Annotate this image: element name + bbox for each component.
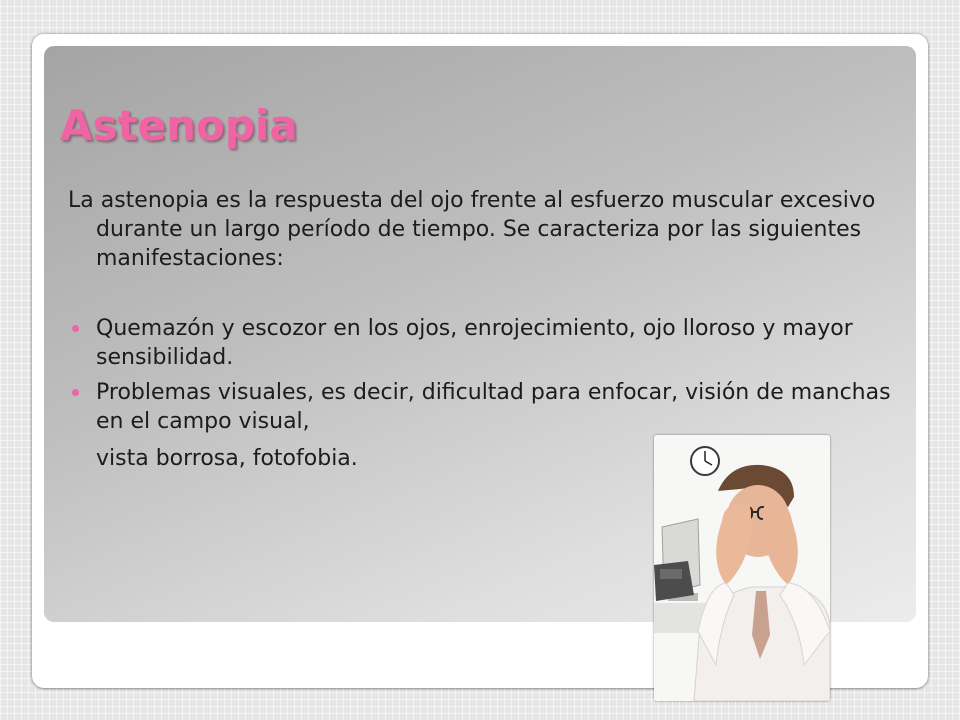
bullet-continuation: vista borrosa, fotofobia.	[96, 446, 358, 471]
tired-man-photo	[654, 435, 830, 701]
bullet-item	[68, 314, 898, 372]
bullet-text: Quemazón y escozor en los ojos, enrojecimiento, ojo lloroso y mayor sensibilidad.	[96, 316, 853, 370]
bullet-text: Problemas visuales, es decir, dificultad para enfocar, visión de manchas en el campo visual,	[96, 380, 891, 434]
wall-clock-icon	[691, 447, 719, 475]
bullet-dot-icon	[72, 325, 79, 332]
slide-title: Astenopia	[60, 101, 298, 150]
desk-phone-icon	[654, 561, 694, 601]
bullet-list	[68, 314, 898, 436]
intro-paragraph: La astenopia es la respuesta del ojo frente al esfuerzo muscular excesivo durante un largo período de tiempo. Se caracteriza por las siguientes manifestaciones:	[68, 188, 876, 271]
bullet-dot-icon	[72, 389, 79, 396]
slide-body	[68, 186, 898, 473]
bullet-item	[68, 378, 898, 436]
